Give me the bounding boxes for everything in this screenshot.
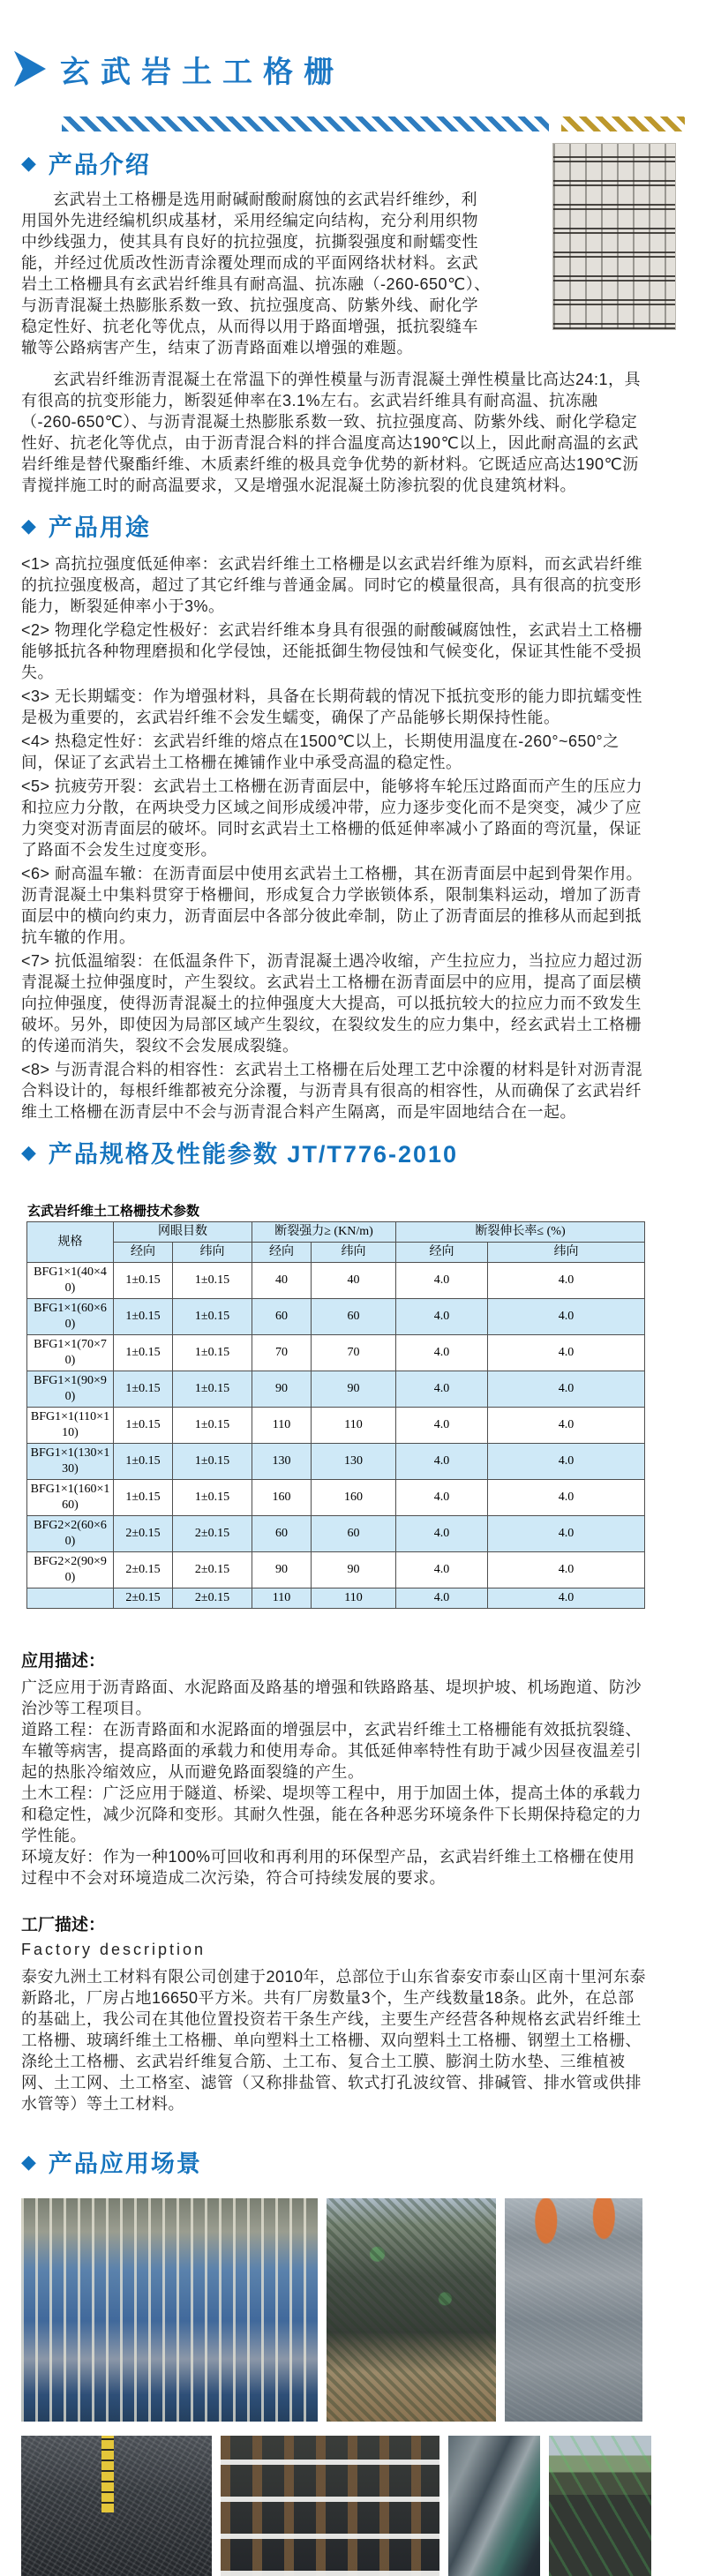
factory-heading: 工厂描述：	[21, 1916, 106, 1934]
application-paragraph: 环境友好：作为一种100%可回收和再利用的环保型产品，玄武岩纤维土工格栅在使用过程中不会对环境造成二次污染，符合可持续发展的要求。	[21, 1848, 635, 1887]
arrow-icon	[14, 49, 46, 89]
spec-value-cell: 4.0	[396, 1588, 488, 1609]
sub-header-weft: 纬向	[488, 1243, 645, 1263]
spec-name-cell: BFG1×1(40×40)	[27, 1263, 114, 1299]
section-heading-scenes	[21, 2144, 706, 2179]
section-heading-intro-label: 产品介绍	[48, 152, 151, 178]
spec-table-row	[27, 1588, 645, 1609]
spec-value-cell: 110	[312, 1588, 396, 1609]
factory-section	[21, 1911, 685, 2114]
spec-value-cell: 2±0.15	[173, 1588, 252, 1609]
section-heading-scenes-label: 产品应用场景	[48, 2151, 202, 2177]
stripe-gap	[549, 116, 561, 131]
spec-value-cell: 110	[252, 1408, 312, 1444]
spec-value-cell: 90	[252, 1552, 312, 1588]
spec-value-cell: 60	[252, 1516, 312, 1552]
spec-col-header: 规格	[27, 1222, 114, 1263]
spec-value-cell: 2±0.15	[114, 1552, 173, 1588]
section-heading-specs-label: 产品规格及性能参数 JT/T776-2010	[48, 1141, 459, 1168]
spec-name-cell: BFG1×1(90×90)	[27, 1371, 114, 1408]
spec-value-cell: 4.0	[488, 1588, 645, 1609]
spec-value-cell: 4.0	[396, 1480, 488, 1516]
spec-value-cell: 130	[312, 1444, 396, 1480]
spec-name-cell	[27, 1588, 114, 1609]
application-paragraph: 广泛应用于沥青路面、水泥路面及路基的增强和铁路路基、堤坝护坡、机场跑道、防沙治沙等工程项目。	[21, 1679, 642, 1717]
stripe-blue-segment	[62, 116, 549, 131]
spec-value-cell: 4.0	[488, 1552, 645, 1588]
factory-paragraph: 泰安九洲土工材料有限公司创建于2010年，总部位于山东省泰安市泰山区南十里河东泰新路北，厂房占地16650平方米。共有厂房数量3个，生产线数量18条。此外，在总部的基础上，我公司在其他位置投资若干条生产线，主要生产经营各种规格玄武岩纤维土工格栅、玻璃纤维土工格栅、单向塑料土工格栅、双向塑料土工格栅、钢塑土工格栅、涤纶土工格栅、玄武岩纤维复合筋、土工布、复合土工膜、膨润土防水垫、三维植被网、土工网、土工格室、滤管（又称排盐管、软式打孔波纹管、排碱管、排水管或供排水管等）等土工材料。	[21, 1968, 647, 2113]
spec-table-row	[27, 1516, 645, 1552]
spec-value-cell: 90	[312, 1552, 396, 1588]
photo-geogrid-production-line-blue-rolls	[21, 2198, 318, 2422]
usage-item: <1> 高抗拉强度低延伸率：玄武岩纤维土工格栅是以玄武岩纤维为原料，而玄武岩纤维的抗拉强度极高，超过了其它纤维与普通金属。同时它的模量很高，具有很高的抗变形能力，断裂延伸率小于3%。	[21, 555, 643, 615]
usage-item: <6> 耐高温车辙：在沥青面层中使用玄武岩土工格栅，其在沥青面层中起到骨架作用。沥青混凝土中集料贯穿于格栅间，形成复合力学嵌锁体系，限制集料运动，增加了沥青面层中的横向约束力，沥青面层中各部分彼此牵制，防止了沥青面层的推移从而起到抵抗车辙的作用。	[21, 865, 643, 946]
spec-value-cell: 4.0	[396, 1444, 488, 1480]
application-paragraph: 土木工程：广泛应用于隧道、桥梁、堤坝等工程中，用于加固土体，提高土体的承载力和稳定性，减少沉降和变形。其耐久性强，能在各种恶劣环境条件下长期保持稳定的力学性能。	[21, 1784, 642, 1844]
spec-value-cell: 1±0.15	[173, 1263, 252, 1299]
photo-geogrid-mesh-closeup	[221, 2436, 439, 2576]
spec-value-cell: 1±0.15	[114, 1408, 173, 1444]
spec-value-cell: 160	[312, 1480, 396, 1516]
spec-value-cell: 1±0.15	[114, 1371, 173, 1408]
spec-name-cell: BFG1×1(110×110)	[27, 1408, 114, 1444]
spec-value-cell: 90	[312, 1371, 396, 1408]
photo-row-2	[21, 2436, 706, 2576]
intro-paragraph-1: 玄武岩土工格栅是选用耐碱耐酸耐腐蚀的玄武岩纤维纱，利用国外先进经编机织成基材，采用经编定向结构，充分利用织物中纱线强力，使其具有良好的抗拉强度，抗撕裂强度和耐蠕变性能，并经过优质改性沥青涂覆处理而成的平面网络状材料。玄武岩土工格栅具有玄武岩纤维具有耐高温、抗冻融（-260-650℃）、与沥青混凝土热膨胀系数一致、抗拉强度高、防紫外线、耐化学稳定性好、抗老化等优点，从而得以用于路面增强，抵抗裂缝车辙等公路病害产生，结束了沥青路面难以增强的难题。	[21, 191, 491, 357]
specs-section	[0, 1135, 706, 1609]
spec-value-cell: 110	[312, 1408, 396, 1444]
application-heading: 应用描述：	[21, 1652, 106, 1671]
spec-value-cell: 1±0.15	[114, 1335, 173, 1371]
spec-value-cell: 1±0.15	[173, 1408, 252, 1444]
spec-name-cell: BFG2×2(90×90)	[27, 1552, 114, 1588]
spec-value-cell: 110	[252, 1588, 312, 1609]
photo-row-1	[21, 2198, 706, 2422]
spec-value-cell: 4.0	[488, 1263, 645, 1299]
spec-table-row	[27, 1371, 645, 1408]
spec-table-title: 玄武岩纤维土工格栅技术参数	[27, 1205, 200, 1219]
spec-value-cell: 4.0	[396, 1408, 488, 1444]
spec-value-cell: 70	[312, 1335, 396, 1371]
spec-value-cell: 1±0.15	[114, 1444, 173, 1480]
spec-table-block	[26, 1201, 644, 1609]
sub-header-weft: 纬向	[312, 1243, 396, 1263]
diamond-icon	[21, 516, 36, 536]
usage-section	[21, 553, 685, 1123]
section-heading-specs	[21, 1135, 706, 1169]
spec-value-cell: 1±0.15	[114, 1263, 173, 1299]
spec-value-cell: 4.0	[396, 1335, 488, 1371]
spec-value-cell: 4.0	[488, 1516, 645, 1552]
mesh-count-col-header: 网眼目数	[114, 1222, 252, 1243]
spec-table-row	[27, 1263, 645, 1299]
spec-value-cell: 60	[312, 1299, 396, 1335]
spec-value-cell: 160	[252, 1480, 312, 1516]
sub-header-warp: 经向	[252, 1243, 312, 1263]
spec-value-cell: 4.0	[488, 1408, 645, 1444]
usage-item: <2> 物理化学稳定性极好：玄武岩纤维本身具有很强的耐酸碱腐蚀性，玄武岩土工格栅能够抵抗各种物理磨损和化学侵蚀，还能抵御生物侵蚀和气候变化，保证其性能不受损失。	[21, 621, 643, 681]
stripe-gold-segment	[561, 116, 685, 131]
usage-item: <4> 热稳定性好：玄武岩纤维的熔点在1500℃以上，长期使用温度在-260°~650°之间，保证了玄武岩土工格栅在摊铺作业中承受高温的稳定性。	[21, 732, 620, 771]
spec-value-cell: 70	[252, 1335, 312, 1371]
diamond-icon	[21, 1143, 36, 1162]
spec-value-cell: 40	[252, 1263, 312, 1299]
spec-value-cell: 4.0	[488, 1335, 645, 1371]
spec-name-cell: BFG1×1(160×160)	[27, 1480, 114, 1516]
sub-header-warp: 经向	[114, 1243, 173, 1263]
spec-value-cell: 130	[252, 1444, 312, 1480]
spec-table-row	[27, 1408, 645, 1444]
application-section	[21, 1648, 685, 1889]
usage-item: <7> 抗低温缩裂：在低温条件下，沥青混凝土遇冷收缩，产生拉应力，当拉应力超过沥青混凝土拉伸强度时，产生裂纹。玄武岩土工格栅在沥青面层中的应用，提高了面层横向拉伸强度，使得沥青混凝土的拉伸强度大大提高，可以抵抗较大的拉应力而不致发生破坏。另外，即使因为局部区域产生裂纹，在裂纹发生的应力集中，经玄武岩土工格栅的传递而消失，裂纹不会发展成裂缝。	[21, 952, 643, 1055]
photo-packed-geogrid-bales-with-green-straps	[327, 2198, 496, 2422]
page-header	[14, 46, 706, 92]
spec-value-cell: 4.0	[488, 1371, 645, 1408]
spec-table-row	[27, 1299, 645, 1335]
spec-value-cell: 1±0.15	[173, 1371, 252, 1408]
page-title: 玄武岩土工格栅	[60, 55, 344, 89]
sub-header-weft: 纬向	[173, 1243, 252, 1263]
spec-value-cell: 40	[312, 1263, 396, 1299]
break-strength-col-header: 断裂强力≥ (KN/m)	[252, 1222, 396, 1243]
photo-workers-spreading-mix-on-geogrid	[505, 2198, 642, 2422]
spec-name-cell: BFG1×1(70×70)	[27, 1335, 114, 1371]
usage-item: <5> 抗疲劳开裂：玄武岩土工格栅在沥青面层中，能够将车轮压过路面而产生的压应力和拉应力分散，在两块受力区域之间形成缓冲带，应力逐步变化而不是突变，减少了应力突变对沥青面层的破坏。同时玄武岩土工格栅的低延伸率减小了路面的弯沉量，保证了路面不会发生过度变形。	[21, 777, 643, 859]
spec-value-cell: 4.0	[488, 1299, 645, 1335]
spec-value-cell: 4.0	[396, 1371, 488, 1408]
spec-value-cell: 90	[252, 1371, 312, 1408]
spec-table-row	[27, 1444, 645, 1480]
intro-paragraph-2: 玄武岩纤维沥青混凝土在常温下的弹性模量与沥青混凝土弹性模量比高达24:1，具有很高的抗变形能力，断裂延伸率在3.1%左右。玄武岩纤维具有耐高温、抗冻融（-260-650℃）、与沥青混凝土热膨胀系数一致、抗拉强度高、防紫外线、耐化学稳定性好、抗老化等优点，由于沥青混合料的拌合温度高达190℃以上，因此耐高温的玄武岩纤维是替代聚酯纤维、木质素纤维的极具竞争优势的新材料。它既适应高达190℃沥青搅拌施工时的耐高温要求，又是增强水泥混凝土防渗抗裂的优良建筑材料。	[21, 371, 642, 494]
spec-value-cell: 4.0	[396, 1516, 488, 1552]
spec-value-cell: 1±0.15	[173, 1480, 252, 1516]
photo-asphalt-layer-with-yellow-measuring-tape	[21, 2436, 212, 2576]
spec-value-cell: 1±0.15	[114, 1480, 173, 1516]
spec-table-body	[27, 1263, 645, 1609]
spec-value-cell: 1±0.15	[173, 1299, 252, 1335]
spec-value-cell: 4.0	[396, 1299, 488, 1335]
spec-table-row	[27, 1335, 645, 1371]
diamond-icon	[21, 2152, 36, 2172]
striped-divider	[62, 116, 706, 131]
photo-warping-machine-steel-roller	[448, 2436, 540, 2576]
spec-value-cell: 2±0.15	[114, 1516, 173, 1552]
spec-value-cell: 60	[312, 1516, 396, 1552]
spec-name-cell: BFG2×2(60×60)	[27, 1516, 114, 1552]
spec-value-cell: 4.0	[396, 1263, 488, 1299]
spec-value-cell: 2±0.15	[114, 1588, 173, 1609]
spec-value-cell: 4.0	[396, 1552, 488, 1588]
section-heading-usage-label: 产品用途	[48, 514, 151, 541]
elongation-col-header: 断裂伸长率≤ (%)	[396, 1222, 645, 1243]
spec-value-cell: 2±0.15	[173, 1516, 252, 1552]
spec-table-row	[27, 1480, 645, 1516]
spec-value-cell: 60	[252, 1299, 312, 1335]
spec-name-cell: BFG1×1(60×60)	[27, 1299, 114, 1335]
spec-value-cell: 2±0.15	[173, 1552, 252, 1588]
section-heading-usage	[21, 508, 706, 543]
usage-item: <3> 无长期蠕变：作为增强材料，具备在长期荷载的情况下抵抗变形的能力即抗蠕变性是极为重要的，玄武岩纤维不会发生蠕变，确保了产品能够长期保持性能。	[21, 687, 643, 726]
photo-geogrid-bales-storage-yard	[549, 2436, 651, 2576]
spec-table-row	[27, 1552, 645, 1588]
geogrid-product-image	[552, 143, 676, 330]
spec-value-cell: 1±0.15	[173, 1444, 252, 1480]
spec-value-cell: 1±0.15	[114, 1299, 173, 1335]
diamond-icon	[21, 154, 36, 173]
spec-name-cell: BFG1×1(130×130)	[27, 1444, 114, 1480]
factory-heading-en: Factory description	[21, 1941, 207, 1958]
scenes-section	[0, 2144, 706, 2576]
spec-value-cell: 4.0	[488, 1480, 645, 1516]
spec-value-cell: 4.0	[488, 1444, 645, 1480]
spec-table	[26, 1221, 645, 1609]
spec-value-cell: 1±0.15	[173, 1335, 252, 1371]
usage-item: <8> 与沥青混合料的相容性：玄武岩土工格栅在后处理工艺中涂覆的材料是针对沥青混合料设计的，每根纤维都被充分涂覆，与沥青具有很高的相容性，从而确保了玄武岩纤维土工格栅在沥青层中不会与沥青混合料产生隔离，而是牢固地结合在一起。	[21, 1061, 643, 1121]
sub-header-warp: 经向	[396, 1243, 488, 1263]
intro-section	[21, 189, 685, 496]
yellow-tape-measure	[101, 2436, 114, 2512]
application-paragraph: 道路工程：在沥青路面和水泥路面的增强层中，玄武岩纤维土工格栅能有效抵抗裂缝、车辙等病害，提高路面的承载力和使用寿命。其低延伸率特性有助于减少因昼夜温差引起的热胀冷缩效应，从而避免路面裂缝的产生。	[21, 1721, 642, 1781]
